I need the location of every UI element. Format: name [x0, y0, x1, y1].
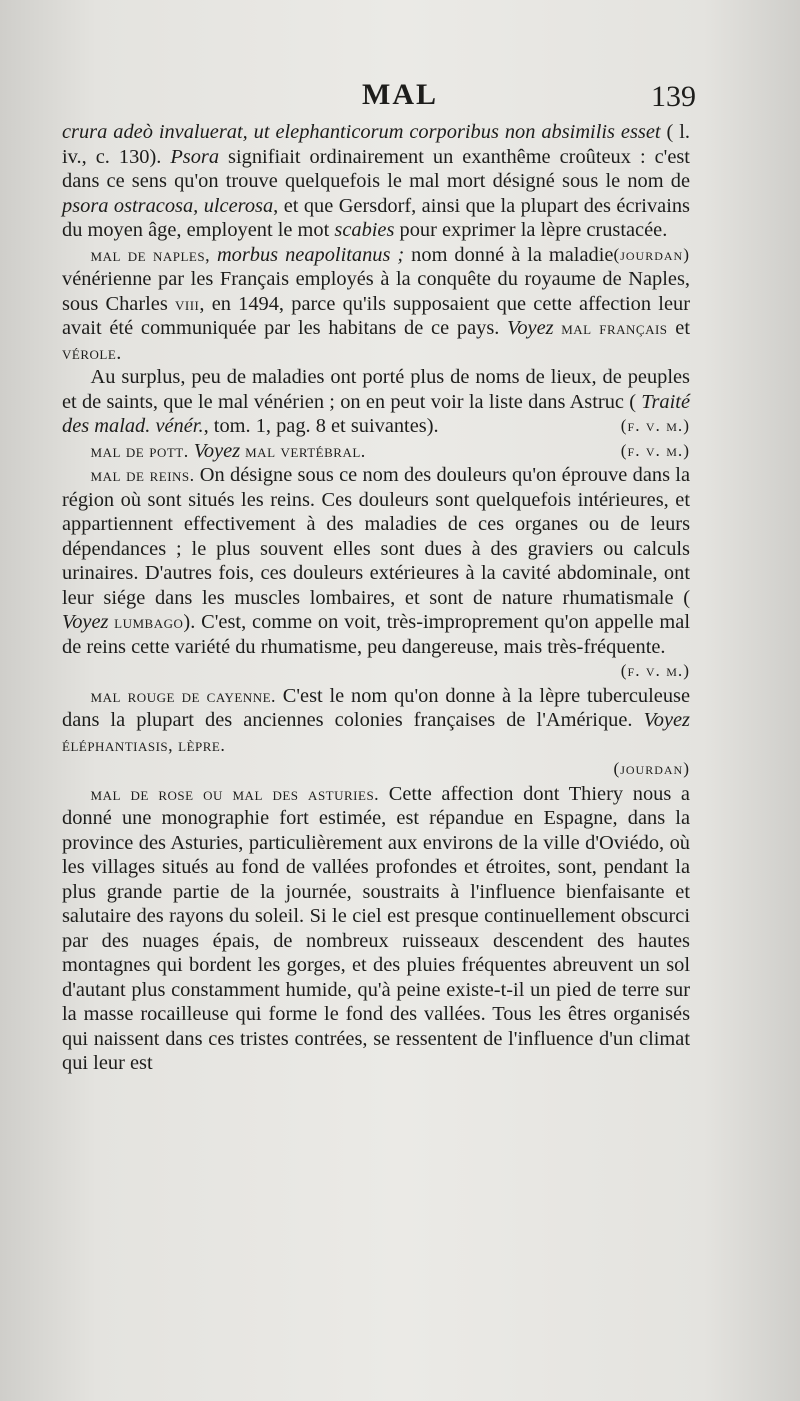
voyez-label: Voyez — [193, 439, 241, 462]
text-run: nom donné à la maladie vénérienne par les Français employés à la conquête du royaume de Naples, sous Charles — [62, 243, 690, 315]
author-signature: (f. v. m.) — [620, 416, 690, 435]
text-run: pour exprimer la lèpre crustacée. — [394, 219, 668, 241]
entry-heading: mal de naples, — [90, 244, 217, 265]
term-psora-ostracosa: psora ostracosa, ulcerosa — [62, 194, 274, 217]
term-psora: Psora — [170, 145, 220, 168]
text-run: . — [116, 341, 122, 364]
cross-reference: mal vertébral. — [240, 440, 366, 461]
cross-reference: lumbago — [108, 612, 184, 632]
entry-heading: mal de pott. — [90, 440, 194, 461]
text-run: Au surplus, peu de maladies ont porté plus de noms de lieux, de peuples et de saints, que le mal vénérien ; on en peut voir la liste dans Astruc ( — [62, 366, 690, 413]
author-signature: (f. v. m.) — [620, 440, 690, 460]
entry-mal-de-rose — [62, 782, 690, 1076]
page-header — [0, 78, 800, 118]
roman-numeral: viii — [174, 293, 200, 314]
voyez-label: Voyez — [62, 611, 109, 633]
text-run: , et que Gersdorf, ainsi que la plupart des écrivains du moyen âge, employent le mot — [62, 194, 690, 241]
text-run: Cette affection dont Thiery nous a donné une monographie fort estimée, est répandue en Espagne, dans la province des Asturies, particulièrement aux environs de la ville d'Oviédo, où les villages situés au fond de vallées profondes et étroites, sont, pendant la plus grande partie de la journée, soustraits à l'influence bienfaisante et salutaire des rayons du soleil. Si le ciel est presque continuellement obscurci par des nuages épais, de nombreux ruisseaux descendent des hautes montagnes qui bordent les gorges, et des pluies fréquentes abreuvent un sol d'autant plus constamment humide, qu'à peine existe-t-il un pied de terre sur la masse rocailleuse qui forme le fond des vallées. Tous les êtres organisés qui naissent dans ces tristes contrées, se ressentent de l'influence d'un climat qui leur est — [62, 782, 690, 1074]
text-run: signifiait ordinairement un exanthême croûteux : c'est dans ce sens qu'on trouve quelquefois le mal mort désigné sous le nom de — [62, 145, 690, 192]
body-text — [62, 120, 690, 1076]
text-run: C'est le nom qu'on donne à la lèpre tuberculeuse dans la plupart des anciennes colonies françaises de l'Amérique. — [62, 684, 691, 731]
cross-reference: mal français — [553, 318, 668, 338]
entry-heading: mal de rose ou mal des asturies. — [90, 783, 389, 804]
entry-mal-de-reins — [62, 463, 690, 659]
citation: ( l. iv., c. 130). — [62, 121, 690, 168]
book-title: Traité des malad. vénér. — [62, 390, 690, 437]
text-run: , en 1494, parce qu'ils supposaient que cette affection leur avait été communiquée par les habitans de ce pays. — [62, 292, 690, 339]
cross-reference: vérole — [62, 342, 117, 363]
text-run: On désigne sous ce nom des douleurs qu'on éprouve dans la région où sont situés les reins. Ces douleurs sont quelquefois intérieures, et appartiennent effectivement à des maladies de ces organes ou de leurs dépendances ; le plus souvent elles sont dues à des graviers ou calculs urinaires. D'autres fois, ces douleurs extérieures à la cavité abdominale, ont leur siége dans les muscles lombaires, et sont de nature rhumatismale ( — [62, 464, 690, 609]
entry-heading: mal rouge de cayenne. — [90, 685, 283, 706]
entry-mal-de-naples — [62, 243, 690, 366]
term-scabies: scabies — [334, 219, 395, 241]
author-signature: (f. v. m.) — [620, 661, 690, 680]
cross-reference: éléphantiasis, lèpre. — [62, 734, 226, 755]
paragraph-au-surplus — [62, 365, 690, 439]
entry-mal-de-pott — [62, 439, 690, 464]
page-number: 139 — [651, 80, 696, 113]
author-signature: (jourdan) — [613, 244, 690, 264]
voyez-label: Voyez — [643, 709, 690, 731]
text-run: et — [667, 317, 690, 339]
text-run: , tom. 1, pag. 8 et suivantes). — [203, 415, 439, 437]
voyez-label: Voyez — [507, 317, 554, 339]
entry-heading: mal de reins. — [90, 465, 200, 485]
latin-term: morbus neapolitanus ; — [216, 243, 405, 266]
entry-mal-rouge-de-cayenne — [62, 684, 690, 758]
text-run: ). C'est, comme on voit, très-improprement qu'on appelle mal de reins cette variété du rhumatisme, peu dangereuse, mais très-fréquente. — [62, 611, 690, 658]
running-head: MAL — [362, 78, 438, 111]
author-signature: (jourdan) — [613, 759, 690, 778]
latin-quote: crura adeò invaluerat, ut elephanticorum corporibus non absimilis esset — [62, 121, 661, 143]
